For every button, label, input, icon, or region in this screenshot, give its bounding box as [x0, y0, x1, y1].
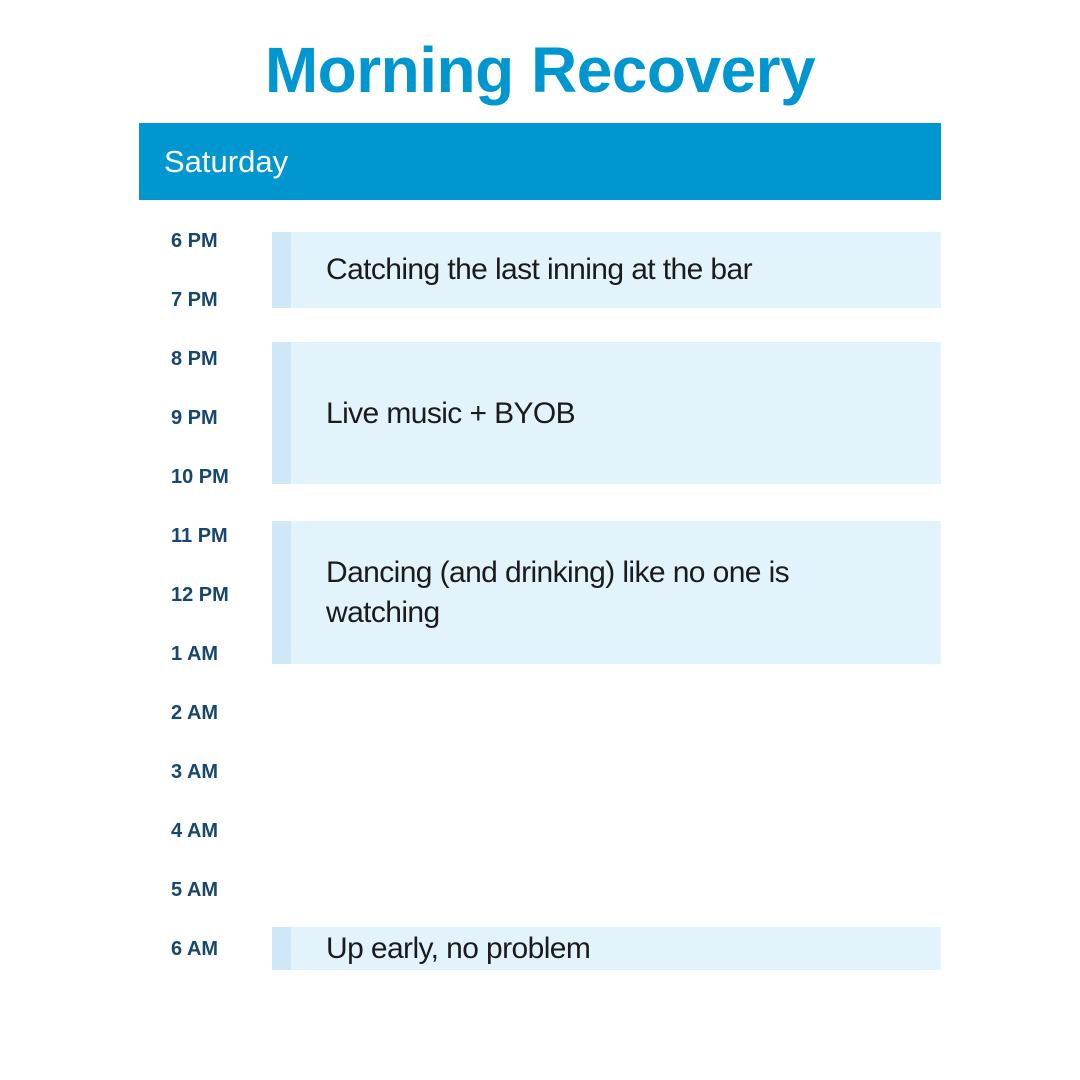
time-label-5am: 5 AM: [171, 879, 219, 901]
time-label-8pm: 8 PM: [171, 348, 218, 370]
event-block-last-inning[interactable]: [272, 232, 941, 308]
event-stripe: [272, 232, 291, 308]
event-label: Dancing (and drinking) like no one is watching: [326, 556, 790, 629]
event-stripe: [272, 342, 291, 484]
event-block-dancing[interactable]: [272, 521, 941, 664]
page-title: Morning Recovery: [264, 34, 816, 106]
time-label-11pm: 11 PM: [171, 525, 228, 547]
time-label-2am: 2 AM: [171, 702, 219, 724]
day-header: [139, 123, 941, 200]
event-block-up-early[interactable]: [272, 927, 941, 970]
event-stripe: [272, 521, 291, 664]
time-label-4am: 4 AM: [171, 820, 219, 842]
time-label-7pm: 7 PM: [171, 289, 218, 311]
time-label-9pm: 9 PM: [171, 407, 218, 429]
event-label: Catching the last inning at the bar: [326, 253, 752, 286]
time-label-12pm: 12 PM: [171, 584, 229, 606]
time-label-10pm: 10 PM: [171, 466, 229, 488]
event-label: Live music + BYOB: [326, 397, 576, 430]
event-stripe: [272, 927, 291, 970]
day-label: Saturday: [164, 144, 289, 179]
time-label-1am: 1 AM: [171, 643, 219, 665]
time-label-3am: 3 AM: [171, 761, 219, 783]
event-block-live-music[interactable]: [272, 342, 941, 484]
time-label-6pm: 6 PM: [171, 230, 218, 252]
time-label-6am: 6 AM: [171, 938, 219, 960]
event-label: Up early, no problem: [326, 932, 591, 965]
